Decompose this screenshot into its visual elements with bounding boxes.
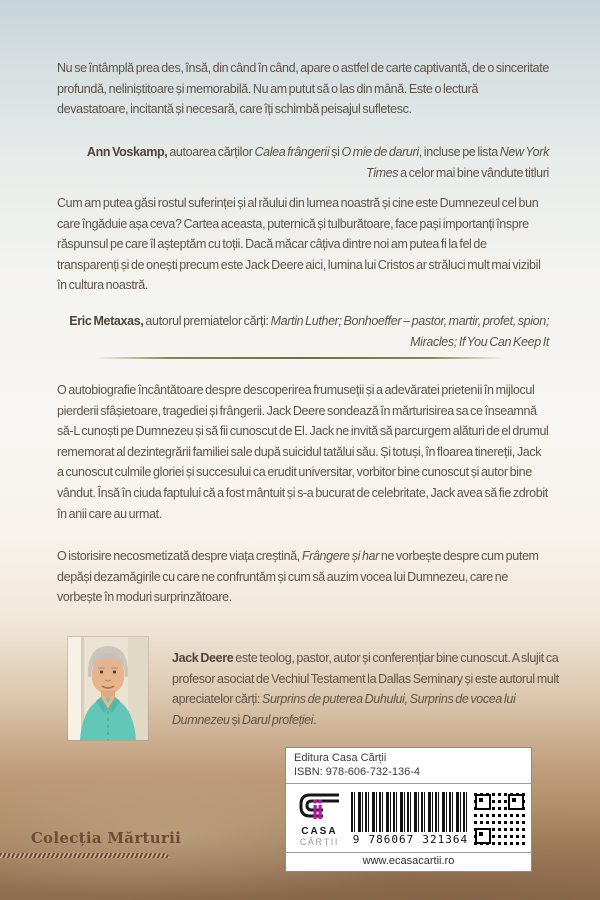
barcode-digit-left: 9 [352,833,361,846]
section-divider [95,357,505,359]
barcode-group-1: 786067 [368,833,415,846]
author-portrait-icon [68,637,148,740]
author-bio: Jack Deere este teolog, pastor, autor și conferențiar bine cunoscut. A slujit ca profesor asociat de Vechiul Testament la Dallas Seminary și este autorul mult apreciatelor cărți: Surprins de puterea Duhului, Surprins de vocea lui Dumnezeu și Darul profeției. [172,651,559,727]
endorsement-quote-2-attribution: Eric Metaxas, autorul premiatelor cărți: Martin Luther; Bonhoeffer – pastor, martir, profet, spion; Miracles; If You Can Keep It [69,314,549,349]
publisher-isbn-box [285,747,532,872]
qr-finder-top-right [508,794,524,810]
barcode-bars-icon [351,792,470,832]
publisher-logo [292,792,347,847]
endorsement-quote-1-attribution: Ann Voskamp, autoarea cărților Calea frângerii și O mie de daruri, incluse pe lista New York Times a celor mai bine vândute titluri [86,145,549,180]
publisher-name: Editura Casa Cărții [294,752,387,764]
author-photo [68,637,148,740]
isbn-text: ISBN: 978-606-732-136-4 [294,766,420,778]
qr-code-icon [474,793,525,845]
collection-label: Colecția Mărturii [30,829,182,847]
logo-text-casa: CASA [301,825,338,837]
endorsement-quote-1: Nu se întâmplă prea des, însă, din când în când, apare o astfel de carte captivantă, de o sinceritate profundă, neliniștitoare și memorabilă. Nu am putut să o las din mână. Este o lectură devastatoare, incitantă și necesară, care îți schimbă peisajul sufletesc. [57,61,549,117]
qr-finder-bottom-left [475,828,491,844]
barcode-row [286,784,531,852]
synopsis-paragraph-1: O autobiografie încântătoare despre descoperirea frumuseții și a adevăratei prietenii în mijlocul pierderii sfâșietoare, tragediei și frângerii. Jack Deere sondează în mărturisirea sa ce înseamnă să-L cunoști pe Dumnezeu și să fii cunoscut de El. Jack ne invită să parcurgem alături de el drumul rememorat al dezintegrării familiei sale după suicidul tatălui său. Și totuși, în floarea tinereții, Jack a cunoscut culmile gloriei și succesului ca erudit universitar, vorbitor bine cunoscut și autor bine vândut. Însă în ciuda faptului că a fost mântuit și s-a bucurat de celebritate, Jack avea să fie zdrobit în anii care au urmat. [57,383,549,521]
logo-text-cartii: CĂRȚII [299,836,339,847]
rope-divider [0,853,170,858]
publisher-website: www.ecasacartii.ro [286,852,531,871]
qr-finder-top-left [475,794,491,810]
barcode-digits [351,832,470,846]
publisher-header [286,748,531,784]
casa-cartii-logo-icon [297,792,341,822]
endorsement-quote-2: Cum am putea găsi rostul suferinței și al răului din lumea noastră și cine este Dumnezeul cel bun care îngăduie așa ceva? Cartea aceasta, puternică și tulburătoare, face pași importanți înspre răspunsul pe care îl așteptăm cu toții. Dacă măcar câțiva dintre noi am putea fi la fel de transparenți și de onești precum este Jack Deere aici, lumina lui Cristos ar străluci mult mai vizibil în cultura noastră. [57,196,541,293]
synopsis-paragraph-2: O istorisire necosmetizată despre viața creștină, Frângere și har ne vorbește despre cum putem depăși dezamăgirile cu care ne confruntăm și cum să auzim vocea lui Dumnezeu, care ne vorbește în moduri surprinzătoare. [57,549,539,605]
barcode [351,792,470,846]
barcode-group-2: 321364 [422,833,469,846]
